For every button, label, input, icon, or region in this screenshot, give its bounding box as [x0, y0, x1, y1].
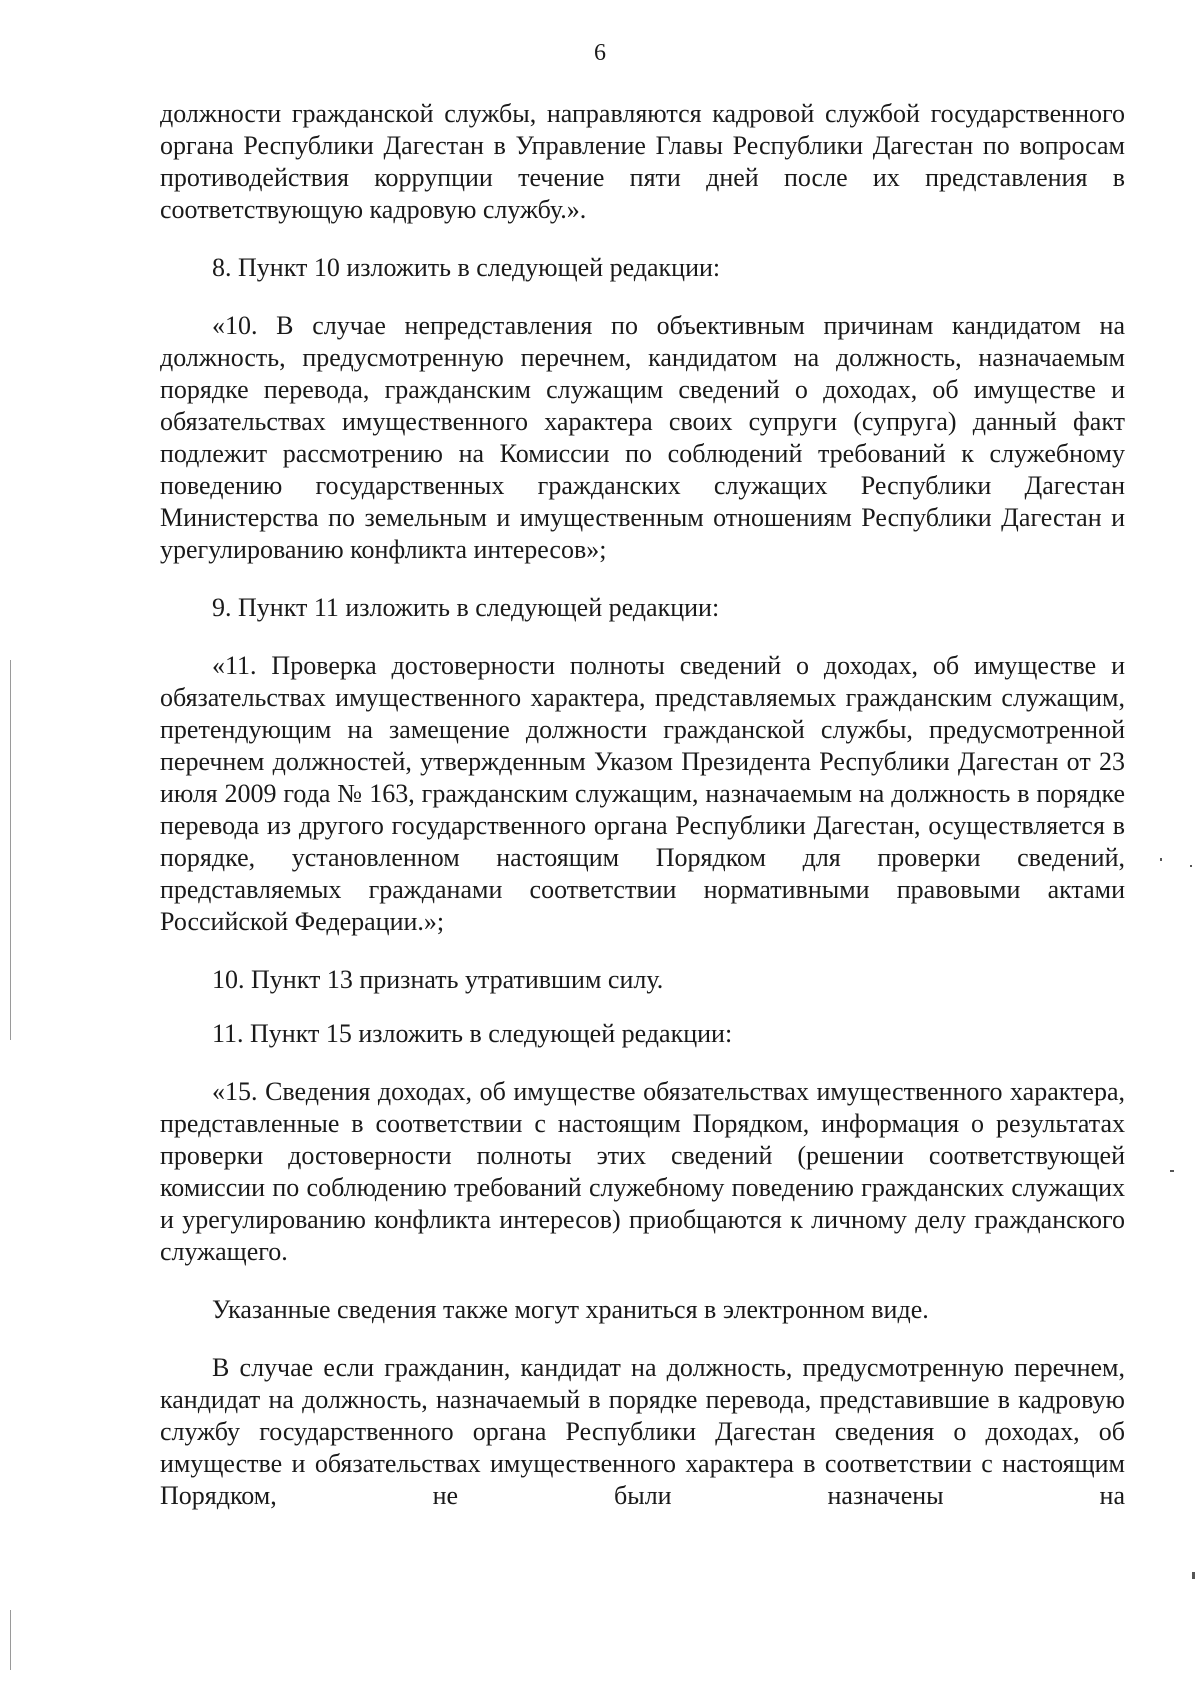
scan-speck	[1170, 1170, 1174, 1172]
paragraph-item-11: 11. Пункт 15 изложить в следующей редакции:	[212, 1019, 733, 1048]
scan-speck	[1160, 858, 1162, 861]
document-body	[160, 98, 1125, 1512]
paragraph-not-appointed: В случае если гражданин, кандидат на должность, предусмотренную перечнем, кандидат на должность, назначаемый в порядке перевода, представившие в кадровую службу государственного органа Республики Дагестан сведения о доходах, об имуществе и обязательствах имущественного характера в соответствии с настоящим Порядком, не были назначены на	[160, 1353, 1125, 1510]
scan-edge-line	[10, 660, 11, 1040]
paragraph-item-10: 10. Пункт 13 признать утратившим силу.	[212, 965, 664, 994]
paragraph-continuation: должности гражданской службы, направляются кадровой службой государственного органа Республики Дагестан в Управление Главы Республики Дагестан по вопросам противодействия коррупции течение пяти дней после их представления в соответствующую кадровую службу.».	[160, 99, 1125, 224]
paragraph-item-8: 8. Пункт 10 изложить в следующей редакции:	[212, 253, 721, 282]
paragraph-electronic-storage: Указанные сведения также могут храниться в электронном виде.	[212, 1295, 929, 1324]
scan-speck	[1192, 1572, 1195, 1579]
paragraph-point-15-text: «15. Сведения доходах, об имуществе обязательствах имущественного характера, представленные в соответствии с настоящим Порядком, информация о результатах проверки достоверности полноты этих сведений (решении соответствующей комиссии по соблюдению требований служебному поведению гражданских служащих и урегулированию конфликта интересов) приобщаются к личному делу гражданского служащего.	[160, 1077, 1125, 1266]
scan-speck	[1190, 865, 1192, 867]
paragraph-item-9: 9. Пункт 11 изложить в следующей редакции:	[212, 593, 720, 622]
page-number: 6	[594, 40, 606, 66]
paragraph-point-10-text: «10. В случае непредставления по объективным причинам кандидатом на должность, предусмотренную перечнем, кандидатом на должность, назначаемым порядке перевода, гражданским служащим сведений о доходах, об имуществе и обязательствах имущественного характера своих супруги (супруга) данный факт подлежит рассмотрению на Комиссии по соблюдений требований к служебному поведению государственных гражданских служащих Республики Дагестан Министерства по земельным и имущественным отношениям Республики Дагестан и урегулированию конфликта интересов»;	[160, 311, 1125, 564]
paragraph-point-11-text: «11. Проверка достоверности полноты сведений о доходах, об имуществе и обязательствах имущественного характера, представляемых гражданским служащим, претендующим на замещение должности гражданской службы, предусмотренной перечнем должностей, утвержденным Указом Президента Республики Дагестан от 23 июля 2009 года № 163, гражданским служащим, назначаемым на должность в порядке перевода из другого государственного органа Республики Дагестан, осуществляется в порядке, установленном настоящим Порядком для проверки сведений, представляемых гражданами соответствии нормативными правовыми актами Российской Федерации.»;	[160, 651, 1125, 936]
scan-edge-line	[10, 1610, 11, 1670]
